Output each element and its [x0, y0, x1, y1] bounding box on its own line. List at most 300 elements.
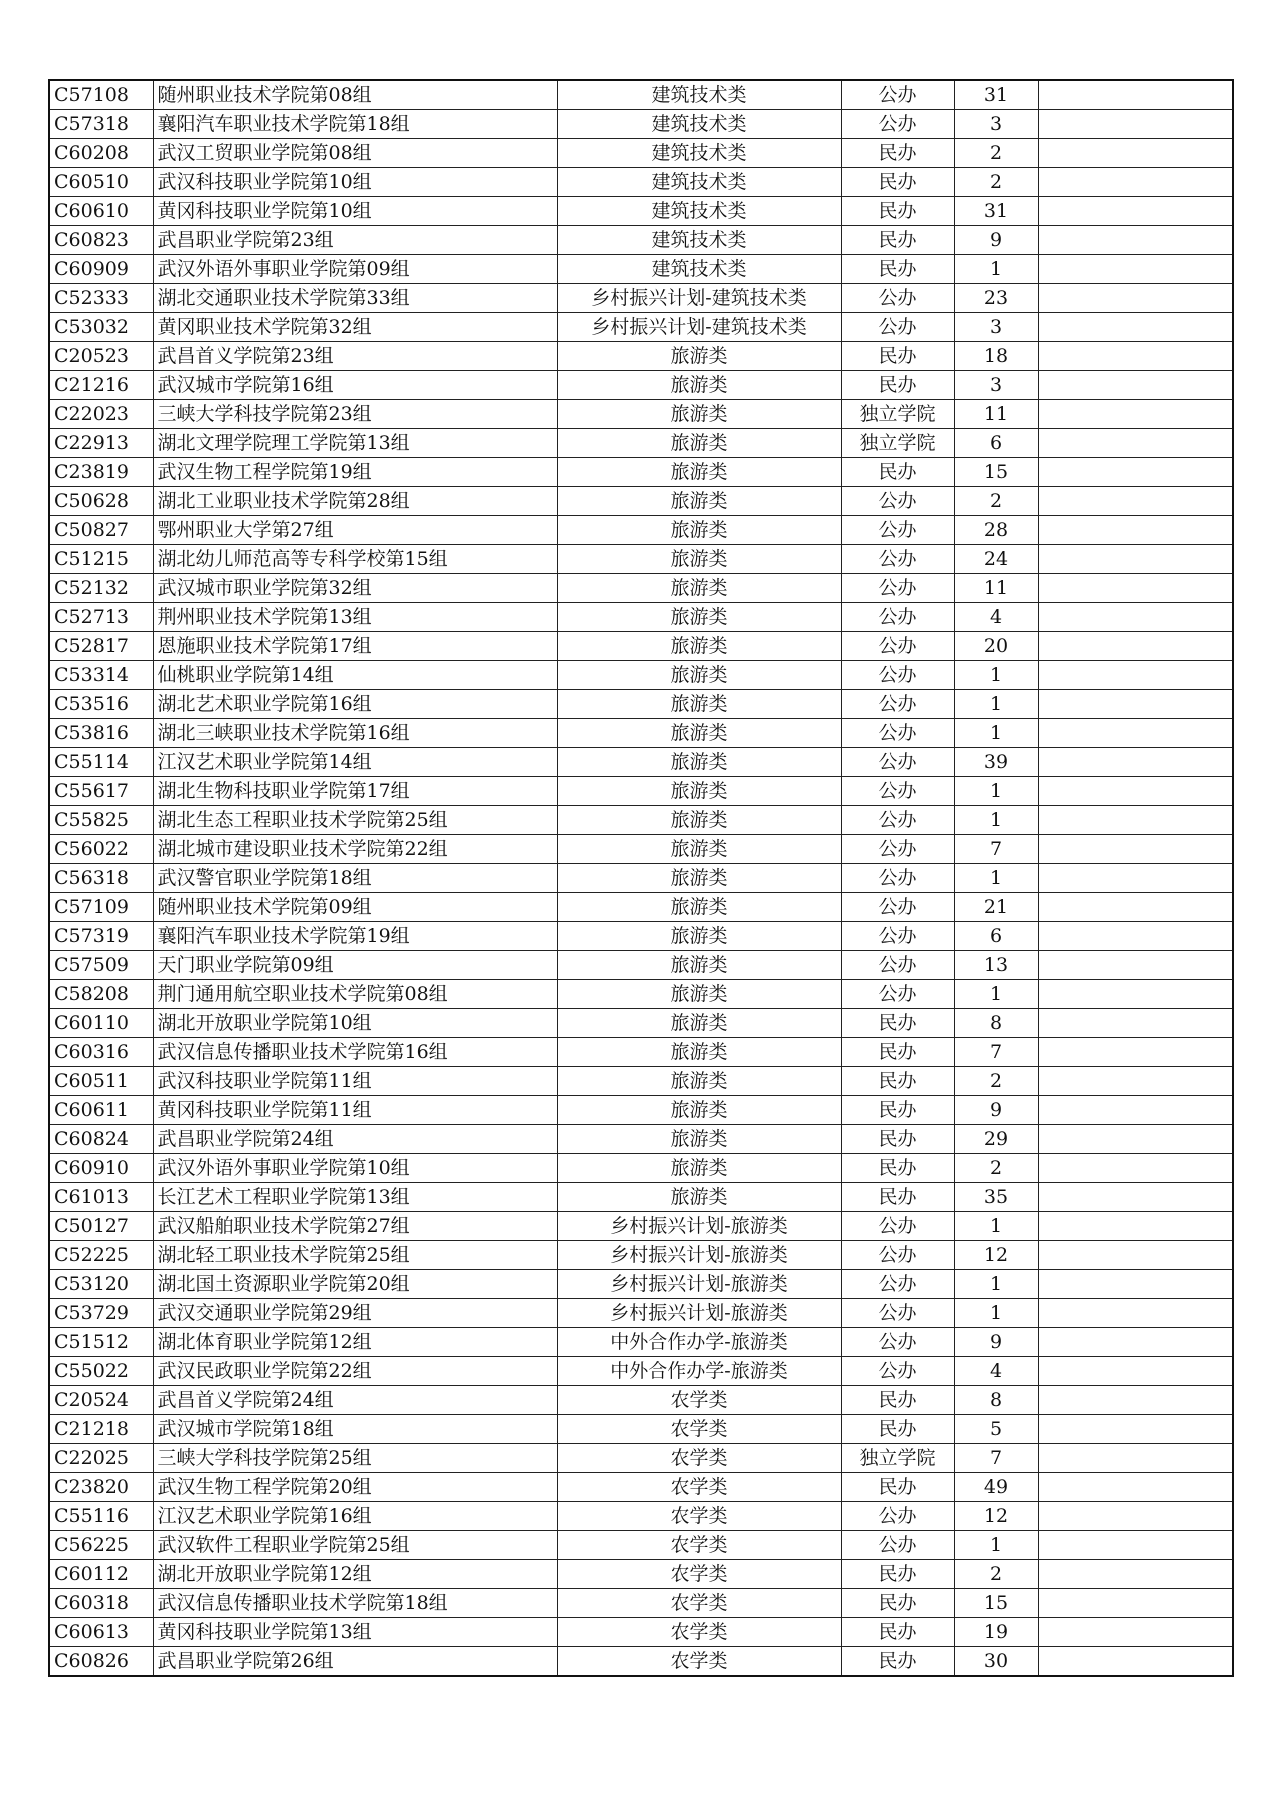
note-cell	[1038, 661, 1233, 690]
note-cell	[1038, 1444, 1233, 1473]
plan-count-cell: 31	[954, 197, 1038, 226]
table-row	[49, 1038, 1233, 1067]
school-group-cell: 江汉艺术职业学院第16组	[153, 1502, 557, 1531]
group-code-cell: C57318	[49, 110, 153, 139]
table-row	[49, 777, 1233, 806]
table-row	[49, 487, 1233, 516]
group-code-cell: C53032	[49, 313, 153, 342]
major-category-cell: 农学类	[557, 1386, 841, 1415]
plan-count-cell: 11	[954, 574, 1038, 603]
school-type-cell: 公办	[841, 922, 954, 951]
major-category-cell: 建筑技术类	[557, 139, 841, 168]
school-type-cell: 公办	[841, 603, 954, 632]
plan-count-cell: 28	[954, 516, 1038, 545]
school-group-cell: 武汉城市职业学院第32组	[153, 574, 557, 603]
school-type-cell: 民办	[841, 1154, 954, 1183]
group-code-cell: C56318	[49, 864, 153, 893]
table-row	[49, 1589, 1233, 1618]
school-type-cell: 公办	[841, 748, 954, 777]
school-type-cell: 公办	[841, 313, 954, 342]
school-type-cell: 公办	[841, 1502, 954, 1531]
note-cell	[1038, 777, 1233, 806]
major-category-cell: 建筑技术类	[557, 168, 841, 197]
major-category-cell: 旅游类	[557, 371, 841, 400]
group-code-cell: C60611	[49, 1096, 153, 1125]
table-row	[49, 371, 1233, 400]
group-code-cell: C55116	[49, 1502, 153, 1531]
table-row	[49, 110, 1233, 139]
plan-count-cell: 49	[954, 1473, 1038, 1502]
school-group-cell: 湖北艺术职业学院第16组	[153, 690, 557, 719]
table-row	[49, 893, 1233, 922]
group-code-cell: C60823	[49, 226, 153, 255]
note-cell	[1038, 110, 1233, 139]
table-row	[49, 1560, 1233, 1589]
major-category-cell: 农学类	[557, 1531, 841, 1560]
major-category-cell: 建筑技术类	[557, 255, 841, 284]
plan-count-cell: 15	[954, 1589, 1038, 1618]
major-category-cell: 旅游类	[557, 690, 841, 719]
school-type-cell: 公办	[841, 284, 954, 313]
group-code-cell: C51215	[49, 545, 153, 574]
note-cell	[1038, 516, 1233, 545]
note-cell	[1038, 1473, 1233, 1502]
school-group-cell: 武汉工贸职业学院第08组	[153, 139, 557, 168]
plan-count-cell: 1	[954, 777, 1038, 806]
table-row	[49, 951, 1233, 980]
school-group-cell: 随州职业技术学院第09组	[153, 893, 557, 922]
plan-count-cell: 2	[954, 1560, 1038, 1589]
plan-count-cell: 2	[954, 1067, 1038, 1096]
major-category-cell: 乡村振兴计划-建筑技术类	[557, 284, 841, 313]
table-row	[49, 313, 1233, 342]
major-category-cell: 旅游类	[557, 1067, 841, 1096]
table-row	[49, 284, 1233, 313]
plan-count-cell: 3	[954, 313, 1038, 342]
school-group-cell: 襄阳汽车职业技术学院第19组	[153, 922, 557, 951]
table-row	[49, 1386, 1233, 1415]
note-cell	[1038, 748, 1233, 777]
school-type-cell: 公办	[841, 1531, 954, 1560]
note-cell	[1038, 719, 1233, 748]
note-cell	[1038, 1502, 1233, 1531]
group-code-cell: C60613	[49, 1618, 153, 1647]
school-group-cell: 江汉艺术职业学院第14组	[153, 748, 557, 777]
group-code-cell: C60112	[49, 1560, 153, 1589]
note-cell	[1038, 226, 1233, 255]
major-category-cell: 建筑技术类	[557, 197, 841, 226]
school-type-cell: 民办	[841, 1183, 954, 1212]
plan-count-cell: 21	[954, 893, 1038, 922]
plan-count-cell: 2	[954, 487, 1038, 516]
note-cell	[1038, 168, 1233, 197]
table-row	[49, 1357, 1233, 1386]
school-group-cell: 黄冈职业技术学院第32组	[153, 313, 557, 342]
major-category-cell: 乡村振兴计划-旅游类	[557, 1299, 841, 1328]
group-code-cell: C53816	[49, 719, 153, 748]
plan-count-cell: 12	[954, 1502, 1038, 1531]
school-group-cell: 三峡大学科技学院第23组	[153, 400, 557, 429]
group-code-cell: C60110	[49, 1009, 153, 1038]
group-code-cell: C52333	[49, 284, 153, 313]
plan-count-cell: 23	[954, 284, 1038, 313]
school-type-cell: 民办	[841, 197, 954, 226]
note-cell	[1038, 487, 1233, 516]
major-category-cell: 农学类	[557, 1415, 841, 1444]
school-group-cell: 武汉民政职业学院第22组	[153, 1357, 557, 1386]
group-code-cell: C53516	[49, 690, 153, 719]
school-type-cell: 公办	[841, 661, 954, 690]
group-code-cell: C21216	[49, 371, 153, 400]
group-code-cell: C60826	[49, 1647, 153, 1677]
group-code-cell: C52713	[49, 603, 153, 632]
group-code-cell: C57109	[49, 893, 153, 922]
plan-count-cell: 31	[954, 80, 1038, 110]
school-type-cell: 公办	[841, 777, 954, 806]
plan-count-cell: 1	[954, 1299, 1038, 1328]
note-cell	[1038, 1560, 1233, 1589]
note-cell	[1038, 835, 1233, 864]
note-cell	[1038, 1096, 1233, 1125]
school-type-cell: 公办	[841, 487, 954, 516]
school-type-cell: 公办	[841, 1357, 954, 1386]
school-type-cell: 民办	[841, 1560, 954, 1589]
major-category-cell: 旅游类	[557, 661, 841, 690]
group-code-cell: C50628	[49, 487, 153, 516]
note-cell	[1038, 574, 1233, 603]
group-code-cell: C52225	[49, 1241, 153, 1270]
major-category-cell: 旅游类	[557, 632, 841, 661]
school-group-cell: 仙桃职业学院第14组	[153, 661, 557, 690]
school-group-cell: 武汉生物工程学院第19组	[153, 458, 557, 487]
note-cell	[1038, 545, 1233, 574]
table-row	[49, 1154, 1233, 1183]
school-type-cell: 公办	[841, 1212, 954, 1241]
school-type-cell: 独立学院	[841, 400, 954, 429]
major-category-cell: 乡村振兴计划-旅游类	[557, 1212, 841, 1241]
major-category-cell: 农学类	[557, 1502, 841, 1531]
table-row	[49, 661, 1233, 690]
table-row	[49, 429, 1233, 458]
table-row	[49, 1473, 1233, 1502]
school-group-cell: 黄冈科技职业学院第10组	[153, 197, 557, 226]
school-type-cell: 公办	[841, 110, 954, 139]
group-code-cell: C55022	[49, 1357, 153, 1386]
school-type-cell: 民办	[841, 1009, 954, 1038]
table-row	[49, 1096, 1233, 1125]
school-type-cell: 民办	[841, 1415, 954, 1444]
school-group-cell: 黄冈科技职业学院第11组	[153, 1096, 557, 1125]
school-type-cell: 公办	[841, 835, 954, 864]
table-row	[49, 1241, 1233, 1270]
group-code-cell: C60910	[49, 1154, 153, 1183]
major-category-cell: 乡村振兴计划-旅游类	[557, 1270, 841, 1299]
table-row	[49, 1125, 1233, 1154]
group-code-cell: C22023	[49, 400, 153, 429]
school-type-cell: 公办	[841, 1241, 954, 1270]
school-type-cell: 民办	[841, 1473, 954, 1502]
note-cell	[1038, 1154, 1233, 1183]
major-category-cell: 旅游类	[557, 980, 841, 1009]
table-row	[49, 458, 1233, 487]
school-group-cell: 武昌首义学院第24组	[153, 1386, 557, 1415]
school-type-cell: 公办	[841, 574, 954, 603]
major-category-cell: 中外合作办学-旅游类	[557, 1357, 841, 1386]
group-code-cell: C60316	[49, 1038, 153, 1067]
major-category-cell: 农学类	[557, 1444, 841, 1473]
plan-count-cell: 4	[954, 1357, 1038, 1386]
major-category-cell: 旅游类	[557, 603, 841, 632]
note-cell	[1038, 284, 1233, 313]
group-code-cell: C55114	[49, 748, 153, 777]
note-cell	[1038, 1618, 1233, 1647]
table-row	[49, 400, 1233, 429]
table-row	[49, 1502, 1233, 1531]
group-code-cell: C22913	[49, 429, 153, 458]
major-category-cell: 旅游类	[557, 748, 841, 777]
major-category-cell: 旅游类	[557, 1009, 841, 1038]
table-row	[49, 1647, 1233, 1677]
school-type-cell: 民办	[841, 1589, 954, 1618]
note-cell	[1038, 632, 1233, 661]
school-type-cell: 民办	[841, 1647, 954, 1677]
note-cell	[1038, 1357, 1233, 1386]
school-group-cell: 黄冈科技职业学院第13组	[153, 1618, 557, 1647]
group-code-cell: C60909	[49, 255, 153, 284]
table-row	[49, 1531, 1233, 1560]
school-type-cell: 民办	[841, 458, 954, 487]
table-row	[49, 1328, 1233, 1357]
note-cell	[1038, 139, 1233, 168]
school-type-cell: 公办	[841, 516, 954, 545]
table-row	[49, 980, 1233, 1009]
group-code-cell: C20524	[49, 1386, 153, 1415]
school-type-cell: 民办	[841, 168, 954, 197]
school-type-cell: 民办	[841, 139, 954, 168]
school-type-cell: 公办	[841, 893, 954, 922]
school-type-cell: 独立学院	[841, 1444, 954, 1473]
school-group-cell: 武昌首义学院第23组	[153, 342, 557, 371]
plan-count-cell: 2	[954, 139, 1038, 168]
plan-count-cell: 9	[954, 1096, 1038, 1125]
school-type-cell: 民办	[841, 342, 954, 371]
major-category-cell: 农学类	[557, 1618, 841, 1647]
table-body	[49, 80, 1233, 1676]
plan-count-cell: 20	[954, 632, 1038, 661]
school-group-cell: 湖北国土资源职业学院第20组	[153, 1270, 557, 1299]
major-category-cell: 农学类	[557, 1473, 841, 1502]
plan-count-cell: 7	[954, 1038, 1038, 1067]
major-category-cell: 旅游类	[557, 1183, 841, 1212]
note-cell	[1038, 806, 1233, 835]
major-category-cell: 旅游类	[557, 429, 841, 458]
major-category-cell: 农学类	[557, 1647, 841, 1677]
plan-count-cell: 6	[954, 429, 1038, 458]
school-group-cell: 湖北交通职业技术学院第33组	[153, 284, 557, 313]
plan-count-cell: 4	[954, 603, 1038, 632]
note-cell	[1038, 255, 1233, 284]
major-category-cell: 旅游类	[557, 719, 841, 748]
major-category-cell: 旅游类	[557, 922, 841, 951]
plan-count-cell: 18	[954, 342, 1038, 371]
note-cell	[1038, 1647, 1233, 1677]
plan-count-cell: 6	[954, 922, 1038, 951]
major-category-cell: 旅游类	[557, 806, 841, 835]
group-code-cell: C56022	[49, 835, 153, 864]
school-group-cell: 湖北生态工程职业技术学院第25组	[153, 806, 557, 835]
major-category-cell: 旅游类	[557, 1125, 841, 1154]
note-cell	[1038, 1589, 1233, 1618]
enrollment-table	[48, 79, 1234, 1677]
group-code-cell: C60511	[49, 1067, 153, 1096]
major-category-cell: 旅游类	[557, 545, 841, 574]
table-row	[49, 748, 1233, 777]
school-type-cell: 民办	[841, 1618, 954, 1647]
table-row	[49, 342, 1233, 371]
table-row	[49, 197, 1233, 226]
note-cell	[1038, 1009, 1233, 1038]
table-row	[49, 1067, 1233, 1096]
note-cell	[1038, 1038, 1233, 1067]
table-row	[49, 226, 1233, 255]
school-type-cell: 公办	[841, 806, 954, 835]
group-code-cell: C60510	[49, 168, 153, 197]
school-group-cell: 湖北生物科技职业学院第17组	[153, 777, 557, 806]
school-type-cell: 民办	[841, 1125, 954, 1154]
plan-count-cell: 1	[954, 1270, 1038, 1299]
school-group-cell: 鄂州职业大学第27组	[153, 516, 557, 545]
plan-count-cell: 1	[954, 690, 1038, 719]
note-cell	[1038, 1125, 1233, 1154]
group-code-cell: C60208	[49, 139, 153, 168]
school-group-cell: 湖北体育职业学院第12组	[153, 1328, 557, 1357]
group-code-cell: C52132	[49, 574, 153, 603]
group-code-cell: C23819	[49, 458, 153, 487]
school-type-cell: 公办	[841, 632, 954, 661]
table-row	[49, 864, 1233, 893]
plan-count-cell: 3	[954, 110, 1038, 139]
table-row	[49, 255, 1233, 284]
major-category-cell: 农学类	[557, 1560, 841, 1589]
major-category-cell: 农学类	[557, 1589, 841, 1618]
major-category-cell: 旅游类	[557, 1096, 841, 1125]
plan-count-cell: 8	[954, 1009, 1038, 1038]
group-code-cell: C20523	[49, 342, 153, 371]
note-cell	[1038, 1386, 1233, 1415]
group-code-cell: C51512	[49, 1328, 153, 1357]
major-category-cell: 旅游类	[557, 835, 841, 864]
major-category-cell: 建筑技术类	[557, 226, 841, 255]
school-group-cell: 湖北三峡职业技术学院第16组	[153, 719, 557, 748]
group-code-cell: C55825	[49, 806, 153, 835]
plan-count-cell: 35	[954, 1183, 1038, 1212]
note-cell	[1038, 429, 1233, 458]
school-group-cell: 武汉外语外事职业学院第09组	[153, 255, 557, 284]
plan-count-cell: 39	[954, 748, 1038, 777]
table-row	[49, 719, 1233, 748]
note-cell	[1038, 80, 1233, 110]
plan-count-cell: 1	[954, 255, 1038, 284]
major-category-cell: 旅游类	[557, 893, 841, 922]
plan-count-cell: 2	[954, 168, 1038, 197]
table-row	[49, 922, 1233, 951]
school-group-cell: 武昌职业学院第23组	[153, 226, 557, 255]
school-type-cell: 民办	[841, 1038, 954, 1067]
group-code-cell: C50127	[49, 1212, 153, 1241]
school-group-cell: 荆州职业技术学院第13组	[153, 603, 557, 632]
group-code-cell: C58208	[49, 980, 153, 1009]
major-category-cell: 建筑技术类	[557, 80, 841, 110]
major-category-cell: 旅游类	[557, 342, 841, 371]
note-cell	[1038, 1212, 1233, 1241]
table-row	[49, 1415, 1233, 1444]
school-type-cell: 民办	[841, 1386, 954, 1415]
note-cell	[1038, 922, 1233, 951]
table-row	[49, 545, 1233, 574]
note-cell	[1038, 1531, 1233, 1560]
table-row	[49, 632, 1233, 661]
table-row	[49, 1618, 1233, 1647]
table-row	[49, 574, 1233, 603]
school-group-cell: 湖北工业职业技术学院第28组	[153, 487, 557, 516]
major-category-cell: 旅游类	[557, 864, 841, 893]
group-code-cell: C53120	[49, 1270, 153, 1299]
group-code-cell: C61013	[49, 1183, 153, 1212]
note-cell	[1038, 197, 1233, 226]
table-row	[49, 1009, 1233, 1038]
school-type-cell: 公办	[841, 690, 954, 719]
plan-count-cell: 1	[954, 864, 1038, 893]
group-code-cell: C60824	[49, 1125, 153, 1154]
plan-count-cell: 8	[954, 1386, 1038, 1415]
table-row	[49, 835, 1233, 864]
school-group-cell: 武汉生物工程学院第20组	[153, 1473, 557, 1502]
school-type-cell: 公办	[841, 980, 954, 1009]
major-category-cell: 旅游类	[557, 458, 841, 487]
note-cell	[1038, 951, 1233, 980]
school-type-cell: 民办	[841, 226, 954, 255]
school-type-cell: 独立学院	[841, 429, 954, 458]
note-cell	[1038, 313, 1233, 342]
major-category-cell: 旅游类	[557, 574, 841, 603]
major-category-cell: 旅游类	[557, 400, 841, 429]
plan-count-cell: 12	[954, 1241, 1038, 1270]
plan-count-cell: 2	[954, 1154, 1038, 1183]
school-type-cell: 公办	[841, 545, 954, 574]
plan-count-cell: 13	[954, 951, 1038, 980]
plan-count-cell: 11	[954, 400, 1038, 429]
note-cell	[1038, 603, 1233, 632]
school-group-cell: 武汉船舶职业技术学院第27组	[153, 1212, 557, 1241]
group-code-cell: C57108	[49, 80, 153, 110]
group-code-cell: C55617	[49, 777, 153, 806]
major-category-cell: 旅游类	[557, 951, 841, 980]
school-group-cell: 武汉信息传播职业技术学院第18组	[153, 1589, 557, 1618]
note-cell	[1038, 1183, 1233, 1212]
plan-count-cell: 19	[954, 1618, 1038, 1647]
school-group-cell: 襄阳汽车职业技术学院第18组	[153, 110, 557, 139]
group-code-cell: C56225	[49, 1531, 153, 1560]
school-group-cell: 湖北开放职业学院第12组	[153, 1560, 557, 1589]
school-group-cell: 湖北开放职业学院第10组	[153, 1009, 557, 1038]
plan-count-cell: 9	[954, 1328, 1038, 1357]
school-group-cell: 天门职业学院第09组	[153, 951, 557, 980]
school-group-cell: 湖北幼儿师范高等专科学校第15组	[153, 545, 557, 574]
table-row	[49, 139, 1233, 168]
note-cell	[1038, 400, 1233, 429]
plan-count-cell: 9	[954, 226, 1038, 255]
group-code-cell: C57319	[49, 922, 153, 951]
